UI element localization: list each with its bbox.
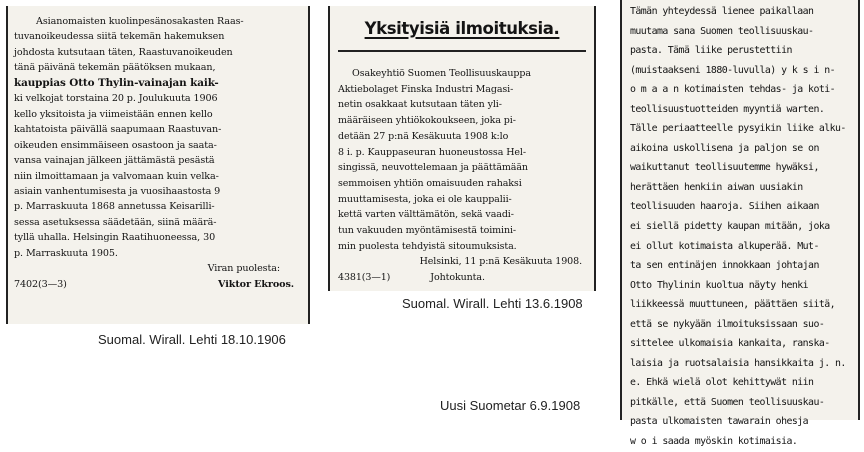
article-line: muutama sana Suomen teollisuuskau- xyxy=(630,25,814,37)
notice-line: semmoisen yhtiön omaisuuden rahaksi xyxy=(338,177,522,189)
article-line: Otto Thylinin kuoltua näyty henki xyxy=(630,279,809,291)
notice-line: p. Marraskuuta 1905. xyxy=(14,247,118,259)
notice-line: ki velkojat torstaina 20 p. Joulukuuta 1906 xyxy=(14,93,218,105)
article-line: pasta ulkomaisten tawarain ohesja xyxy=(630,416,809,428)
notice-line-bold: kauppias Otto Thylin-vainajan kaik- xyxy=(14,76,219,89)
notice-line: tänä päivänä tekemän päätöksen mukaan, xyxy=(14,62,216,74)
notice-line: min puolesta tehdyistä sitoumuksista. xyxy=(338,240,517,252)
article-line: Tämän yhteydessä lienee paikallaan xyxy=(630,6,814,17)
article-line: (muistaakseni 1880-luvulla) y k s i n- xyxy=(630,64,836,76)
clipping1-caption: Suomal. Wirall. Lehti 18.10.1906 xyxy=(98,332,286,347)
signature-row xyxy=(338,270,586,286)
article-line: liikkeessä muuttuneen, päättäen siitä, xyxy=(630,299,836,311)
article-line: waikuttanut teollisuutemme hywäksi, xyxy=(630,162,819,174)
article-line: sittelee ulkomaisia kankaita, ranska- xyxy=(630,338,830,350)
notice-line: määräiseen yhtiökokoukseen, joka pi- xyxy=(338,115,516,127)
notice-line: sessa asetuksessa säädetään, siinä määrä- xyxy=(14,216,217,228)
article-line: w o i saada myöskin kotimaisia. xyxy=(630,436,798,448)
divider-rule xyxy=(338,50,586,52)
dateline: Helsinki, 11 p:nä Kesäkuuta 1908. xyxy=(419,256,582,268)
article-line: ei ollut kotimaista alkuperää. Mut- xyxy=(630,240,819,252)
notice-line: johdosta kutsutaan täten, Raastuvanoikeuden xyxy=(14,46,233,58)
signer-name: Viktor Ekroos. xyxy=(218,278,294,290)
article-line: herättäen henkiin aiwan uusiakin xyxy=(630,181,803,193)
clipping2-caption: Suomal. Wirall. Lehti 13.6.1908 xyxy=(402,296,583,311)
article-line: o m a a n kotimaisten tehdas- ja koti- xyxy=(630,84,836,96)
notice-line: p. Marraskuuta 1868 annetussa Keisarilli- xyxy=(14,201,215,213)
notice-line: Osakeyhtiö Suomen Teollisuuskauppa xyxy=(352,68,531,79)
article-line: ei siellä pidetty kaupan mitään, joka xyxy=(630,221,830,233)
article-line: laisia ja ruotsalaisia hansikkaita j. n. xyxy=(630,357,846,369)
notice-line: asiain vanhentumisesta ja vuosihaastosta 9 xyxy=(14,185,221,197)
notice-line: Aktiebolaget Finska Industri Magasi- xyxy=(338,83,514,95)
notice-line: detään 27 p:nä Kesäkuuta 1908 k:lo xyxy=(338,130,509,142)
notice-line: 8 i. p. Kauppaseuran huoneustossa Hel- xyxy=(338,146,526,158)
article-line: Tälle periaatteelle pysyikin liike alku- xyxy=(630,123,846,135)
article-line: aikoina uskollisena ja paljon se on xyxy=(630,142,819,154)
clipping-yksityisia-ilmoituksia xyxy=(328,6,596,291)
ref-number: 7402(3—3) xyxy=(14,278,67,290)
notice-line: oikeuden ensimmäiseen osastoon ja saata- xyxy=(14,139,217,151)
signer-name: Johtokunta. xyxy=(430,272,485,284)
article-line: pasta. Tämä liike perustettiin xyxy=(630,45,792,57)
notice-line: muuttamisesta, joka ei ole kauppalii- xyxy=(338,193,512,205)
notice-line: Asianomaisten kuolinpesänosakasten Raas- xyxy=(36,16,244,27)
article-line: ta sen entinäjen innokkaan johtajan xyxy=(630,260,819,272)
notice-line: niin ilmoittamaan ja valvomaan kuin velka- xyxy=(14,170,219,182)
notice-line: kahtatoista päivällä saapumaan Raastuvan- xyxy=(14,124,222,136)
article-line: teollisuustuotteiden myyntiä warten. xyxy=(630,103,825,115)
notice-line: kello yksitoista ja viimeistään ennen kello xyxy=(14,108,213,120)
article-line: että se nykyään ilmoituksissaan suo- xyxy=(630,318,825,330)
notice-line: netin osakkaat kutsutaan täten yli- xyxy=(338,99,502,111)
article-line: pitkälle, että Suomen teollisuuskau- xyxy=(630,396,825,408)
signature-title: Viran puolesta: xyxy=(207,263,280,275)
signature-row xyxy=(14,277,302,292)
article-line: e. Ehkä wielä olot kehittywät niin xyxy=(630,377,814,389)
notice-line: tuvanoikeudessa siitä tekemän hakemuksen xyxy=(14,31,225,43)
clipping-uusi-suometar-article xyxy=(620,0,860,448)
notice-line: singissä, neuvottelemaan ja päättämään xyxy=(338,162,528,174)
notice-line: vansa vainajan jälkeen jättämästä pesästä xyxy=(14,155,215,167)
clipping-kuolinpesa-notice xyxy=(6,6,310,324)
clipping3-caption: Uusi Suometar 6.9.1908 xyxy=(440,398,581,413)
headline: Yksityisiä ilmoituksia. xyxy=(364,19,560,38)
notice-line: kettä varten välttämätön, sekä vaadi- xyxy=(338,209,514,221)
notice-line: tun vakuuden myöntämisestä toimini- xyxy=(338,225,517,237)
ref-number: 4381(3—1) xyxy=(338,272,391,284)
notice-line: tyllä uhalla. Helsingin Raatihuoneessa, 30 xyxy=(14,232,216,244)
article-line: teollisuuden haaroja. Siihen aikaan xyxy=(630,201,819,213)
